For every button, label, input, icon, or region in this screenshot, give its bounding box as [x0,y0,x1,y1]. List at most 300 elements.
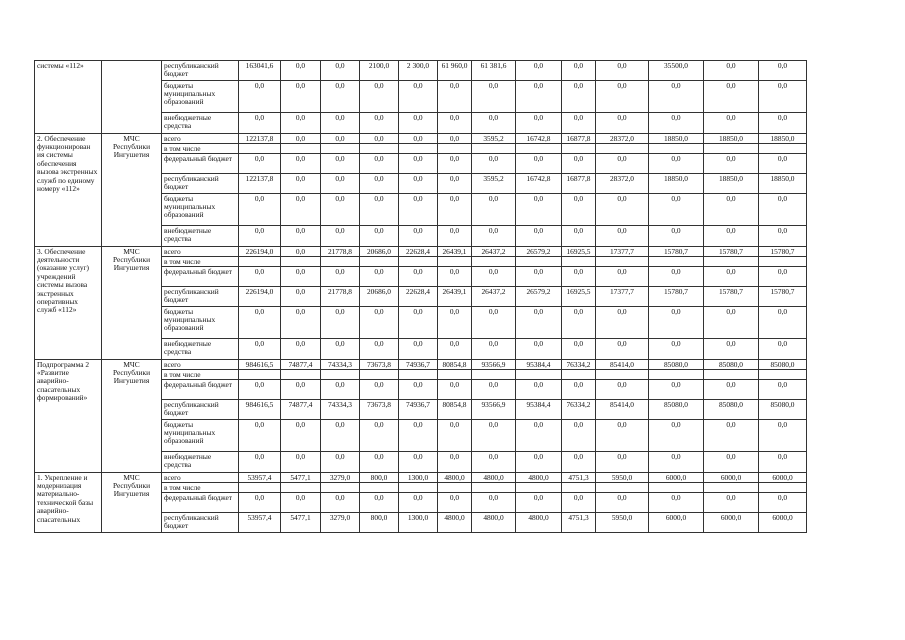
amount-cell [562,257,596,267]
amount-cell: 0,0 [399,307,438,339]
amount-cell: 0,0 [360,134,399,144]
amount-cell: 0,0 [649,420,704,452]
amount-cell: 0,0 [649,81,704,113]
funding-source-cell: федеральный бюджет [162,380,239,400]
amount-cell: 0,0 [281,452,321,473]
amount-cell: 16742,8 [516,174,562,194]
funding-source-cell: республиканский бюджет [162,287,239,307]
amount-cell: 17377,7 [596,287,649,307]
funding-source-cell: бюджеты муниципальных образований [162,81,239,113]
amount-cell: 0,0 [759,194,807,226]
amount-cell: 0,0 [281,154,321,174]
amount-cell: 0,0 [596,307,649,339]
amount-cell: 0,0 [516,154,562,174]
amount-cell [516,144,562,154]
table-row [35,360,807,370]
amount-cell: 2 300,0 [399,61,438,81]
amount-cell: 0,0 [596,81,649,113]
amount-cell: 0,0 [438,493,472,513]
funding-source-cell: республиканский бюджет [162,61,239,81]
amount-cell: 35500,0 [649,61,704,81]
amount-cell: 5477,1 [281,513,321,533]
amount-cell: 0,0 [399,154,438,174]
amount-cell: 20686,0 [360,247,399,257]
amount-cell: 0,0 [562,113,596,134]
amount-cell: 85080,0 [704,360,759,370]
amount-cell: 0,0 [399,493,438,513]
amount-cell [516,257,562,267]
table-body [35,61,807,533]
amount-cell: 0,0 [562,339,596,360]
amount-cell: 0,0 [399,113,438,134]
amount-cell: 15780,7 [704,247,759,257]
amount-cell: 0,0 [516,194,562,226]
amount-cell: 0,0 [321,307,360,339]
amount-cell: 0,0 [438,194,472,226]
amount-cell: 0,0 [472,113,516,134]
amount-cell: 16925,5 [562,287,596,307]
amount-cell: 16925,5 [562,247,596,257]
amount-cell: 16742,8 [516,134,562,144]
amount-cell [562,483,596,493]
amount-cell [438,483,472,493]
amount-cell: 0,0 [360,81,399,113]
amount-cell [321,144,360,154]
amount-cell: 0,0 [704,194,759,226]
amount-cell: 0,0 [399,81,438,113]
amount-cell [704,257,759,267]
amount-cell [399,144,438,154]
amount-cell: 0,0 [239,339,281,360]
amount-cell: 0,0 [399,194,438,226]
funding-source-cell: внебюджетные средства [162,339,239,360]
amount-cell: 0,0 [321,420,360,452]
amount-cell: 0,0 [649,452,704,473]
amount-cell: 0,0 [516,113,562,134]
amount-cell: 0,0 [649,194,704,226]
amount-cell: 0,0 [438,134,472,144]
amount-cell: 800,0 [360,513,399,533]
amount-cell [472,144,516,154]
amount-cell: 0,0 [649,226,704,247]
funding-source-cell: всего [162,360,239,370]
amount-cell: 0,0 [596,267,649,287]
amount-cell: 163041,6 [239,61,281,81]
amount-cell: 85080,0 [649,360,704,370]
amount-cell: 0,0 [704,380,759,400]
amount-cell: 0,0 [759,452,807,473]
amount-cell: 0,0 [281,113,321,134]
amount-cell: 0,0 [239,267,281,287]
amount-cell: 0,0 [360,194,399,226]
amount-cell: 0,0 [596,452,649,473]
amount-cell [472,370,516,380]
amount-cell: 0,0 [516,226,562,247]
amount-cell: 0,0 [281,307,321,339]
amount-cell: 0,0 [562,420,596,452]
amount-cell: 80854,8 [438,400,472,420]
amount-cell: 15780,7 [704,287,759,307]
amount-cell: 3279,0 [321,513,360,533]
amount-cell: 0,0 [704,267,759,287]
amount-cell: 4751,3 [562,513,596,533]
amount-cell [438,257,472,267]
amount-cell [759,483,807,493]
amount-cell: 0,0 [399,134,438,144]
amount-cell: 0,0 [321,194,360,226]
amount-cell: 0,0 [596,226,649,247]
amount-cell: 0,0 [649,154,704,174]
amount-cell: 0,0 [239,380,281,400]
amount-cell: 53957,4 [239,513,281,533]
amount-cell: 26437,2 [472,287,516,307]
amount-cell [759,370,807,380]
amount-cell: 74936,7 [399,360,438,370]
amount-cell: 0,0 [759,339,807,360]
amount-cell: 3595,2 [472,174,516,194]
amount-cell [704,483,759,493]
amount-cell: 18850,0 [759,134,807,144]
amount-cell: 0,0 [321,226,360,247]
amount-cell: 0,0 [360,339,399,360]
program-name-cell: 1. Укрепление и модернизация материально-технической базы аварийно-спасательных [35,473,102,533]
amount-cell: 18850,0 [649,134,704,144]
amount-cell: 0,0 [399,420,438,452]
amount-cell: 0,0 [704,452,759,473]
amount-cell: 1300,0 [399,513,438,533]
amount-cell: 6000,0 [649,513,704,533]
amount-cell [438,370,472,380]
amount-cell [704,144,759,154]
amount-cell: 18850,0 [704,134,759,144]
amount-cell [239,257,281,267]
amount-cell: 0,0 [516,493,562,513]
amount-cell [472,483,516,493]
amount-cell [360,483,399,493]
amount-cell: 74936,7 [399,400,438,420]
amount-cell: 0,0 [438,174,472,194]
amount-cell: 0,0 [596,339,649,360]
amount-cell [704,370,759,380]
amount-cell: 0,0 [281,61,321,81]
amount-cell: 0,0 [438,420,472,452]
amount-cell: 0,0 [360,452,399,473]
amount-cell: 73673,8 [360,360,399,370]
amount-cell: 74877,4 [281,400,321,420]
amount-cell [516,483,562,493]
amount-cell: 0,0 [360,493,399,513]
amount-cell: 0,0 [239,194,281,226]
amount-cell: 0,0 [239,452,281,473]
amount-cell: 0,0 [596,154,649,174]
executor-cell: МЧС Республики Ингушетия [102,473,162,533]
amount-cell: 0,0 [438,154,472,174]
amount-cell: 0,0 [759,420,807,452]
amount-cell: 53957,4 [239,473,281,483]
amount-cell: 0,0 [472,226,516,247]
amount-cell: 800,0 [360,473,399,483]
amount-cell: 4751,3 [562,473,596,483]
amount-cell: 0,0 [360,307,399,339]
amount-cell: 0,0 [399,380,438,400]
amount-cell: 76334,2 [562,400,596,420]
table-row [35,473,807,483]
amount-cell: 0,0 [759,267,807,287]
funding-source-cell: республиканский бюджет [162,400,239,420]
amount-cell: 0,0 [281,194,321,226]
amount-cell: 0,0 [562,493,596,513]
amount-cell: 0,0 [472,493,516,513]
amount-cell: 0,0 [321,452,360,473]
funding-source-cell: федеральный бюджет [162,267,239,287]
amount-cell: 20686,0 [360,287,399,307]
amount-cell: 122137,8 [239,174,281,194]
amount-cell: 6000,0 [704,473,759,483]
amount-cell: 0,0 [321,154,360,174]
amount-cell: 0,0 [472,452,516,473]
amount-cell: 0,0 [438,452,472,473]
amount-cell [562,370,596,380]
amount-cell: 0,0 [759,493,807,513]
amount-cell: 0,0 [759,81,807,113]
amount-cell: 4800,0 [472,513,516,533]
amount-cell [649,370,704,380]
amount-cell: 74334,3 [321,400,360,420]
amount-cell: 0,0 [562,61,596,81]
amount-cell: 0,0 [704,226,759,247]
amount-cell: 4800,0 [516,473,562,483]
amount-cell: 80854,8 [438,360,472,370]
amount-cell: 95384,4 [516,360,562,370]
amount-cell: 0,0 [472,267,516,287]
amount-cell: 5950,0 [596,513,649,533]
funding-source-cell: бюджеты муниципальных образований [162,307,239,339]
amount-cell [281,483,321,493]
amount-cell: 0,0 [516,420,562,452]
amount-cell: 0,0 [438,339,472,360]
amount-cell: 0,0 [399,226,438,247]
amount-cell: 0,0 [281,226,321,247]
amount-cell: 0,0 [321,113,360,134]
amount-cell: 28372,0 [596,174,649,194]
amount-cell: 0,0 [649,380,704,400]
amount-cell: 0,0 [562,307,596,339]
amount-cell: 0,0 [596,420,649,452]
amount-cell: 26439,1 [438,287,472,307]
amount-cell: 0,0 [281,420,321,452]
amount-cell: 0,0 [360,154,399,174]
amount-cell [321,257,360,267]
amount-cell: 0,0 [516,339,562,360]
amount-cell: 0,0 [281,134,321,144]
amount-cell: 85080,0 [704,400,759,420]
amount-cell: 0,0 [360,420,399,452]
amount-cell: 0,0 [438,307,472,339]
amount-cell: 0,0 [438,113,472,134]
amount-cell: 0,0 [562,267,596,287]
amount-cell: 0,0 [516,452,562,473]
amount-cell: 0,0 [281,493,321,513]
amount-cell: 0,0 [596,380,649,400]
amount-cell [438,144,472,154]
amount-cell: 18850,0 [759,174,807,194]
amount-cell: 0,0 [239,226,281,247]
amount-cell: 0,0 [649,493,704,513]
amount-cell: 0,0 [704,113,759,134]
amount-cell [239,370,281,380]
amount-cell: 16877,8 [562,134,596,144]
amount-cell: 0,0 [472,307,516,339]
amount-cell: 0,0 [562,194,596,226]
table-row [35,247,807,257]
amount-cell: 28372,0 [596,134,649,144]
amount-cell: 226194,0 [239,287,281,307]
amount-cell: 0,0 [516,61,562,81]
amount-cell [239,144,281,154]
amount-cell: 0,0 [704,81,759,113]
amount-cell: 0,0 [704,493,759,513]
amount-cell: 0,0 [649,339,704,360]
amount-cell: 3279,0 [321,473,360,483]
amount-cell [360,144,399,154]
amount-cell: 0,0 [472,81,516,113]
amount-cell: 226194,0 [239,247,281,257]
funding-source-cell: республиканский бюджет [162,513,239,533]
amount-cell: 0,0 [399,174,438,194]
program-name-cell: 3. Обеспечение деятельности (оказание услуг) учреждений системы вызова экстренных оперативных служб «112» [35,247,102,360]
amount-cell: 0,0 [472,154,516,174]
amount-cell: 93566,9 [472,360,516,370]
amount-cell: 6000,0 [649,473,704,483]
amount-cell: 16877,8 [562,174,596,194]
amount-cell: 85080,0 [759,400,807,420]
amount-cell: 0,0 [704,420,759,452]
amount-cell [596,483,649,493]
amount-cell: 5477,1 [281,473,321,483]
amount-cell: 0,0 [281,174,321,194]
amount-cell: 0,0 [321,267,360,287]
amount-cell: 0,0 [360,113,399,134]
amount-cell: 73673,8 [360,400,399,420]
funding-source-cell: республиканский бюджет [162,174,239,194]
table-row [35,61,807,81]
amount-cell: 0,0 [759,61,807,81]
amount-cell: 0,0 [321,81,360,113]
amount-cell [596,144,649,154]
amount-cell: 0,0 [281,380,321,400]
amount-cell: 0,0 [759,154,807,174]
amount-cell: 0,0 [239,420,281,452]
amount-cell: 26439,1 [438,247,472,257]
amount-cell: 15780,7 [649,287,704,307]
amount-cell: 4800,0 [438,473,472,483]
amount-cell: 5950,0 [596,473,649,483]
amount-cell: 0,0 [281,339,321,360]
amount-cell: 0,0 [321,380,360,400]
executor-cell: МЧС Республики Ингушетия [102,360,162,473]
amount-cell [399,483,438,493]
amount-cell: 2100,0 [360,61,399,81]
amount-cell [759,144,807,154]
amount-cell: 0,0 [321,61,360,81]
amount-cell: 0,0 [759,380,807,400]
funding-source-cell: внебюджетные средства [162,226,239,247]
amount-cell: 0,0 [516,380,562,400]
amount-cell: 0,0 [281,247,321,257]
amount-cell: 0,0 [438,267,472,287]
amount-cell [321,483,360,493]
amount-cell: 0,0 [399,452,438,473]
amount-cell: 0,0 [281,81,321,113]
amount-cell: 85414,0 [596,400,649,420]
program-name-cell: системы «112» [35,61,102,134]
amount-cell: 0,0 [704,61,759,81]
amount-cell: 1300,0 [399,473,438,483]
funding-source-cell: федеральный бюджет [162,154,239,174]
funding-source-cell: всего [162,134,239,144]
amount-cell: 85414,0 [596,360,649,370]
amount-cell: 0,0 [399,267,438,287]
amount-cell: 18850,0 [649,174,704,194]
amount-cell: 0,0 [472,420,516,452]
amount-cell [596,257,649,267]
amount-cell: 15780,7 [649,247,704,257]
amount-cell: 21778,8 [321,287,360,307]
amount-cell [759,257,807,267]
amount-cell: 15780,7 [759,247,807,257]
amount-cell: 0,0 [239,81,281,113]
amount-cell: 6000,0 [759,473,807,483]
amount-cell: 0,0 [472,339,516,360]
amount-cell: 26437,2 [472,247,516,257]
amount-cell: 984616,5 [239,360,281,370]
amount-cell [399,370,438,380]
amount-cell: 21778,8 [321,247,360,257]
amount-cell: 93566,9 [472,400,516,420]
funding-source-cell: всего [162,473,239,483]
amount-cell [281,144,321,154]
amount-cell: 0,0 [360,267,399,287]
amount-cell [360,370,399,380]
amount-cell: 22628,4 [399,247,438,257]
amount-cell [321,370,360,380]
amount-cell: 0,0 [516,81,562,113]
program-name-cell: Подпрограмма 2 «Развитие аварийно-спасательных формирований» [35,360,102,473]
amount-cell: 4800,0 [516,513,562,533]
amount-cell: 3595,2 [472,134,516,144]
amount-cell: 26579,2 [516,247,562,257]
amount-cell [562,144,596,154]
amount-cell: 74877,4 [281,360,321,370]
amount-cell: 0,0 [239,154,281,174]
amount-cell: 85080,0 [649,400,704,420]
amount-cell: 0,0 [360,380,399,400]
amount-cell: 0,0 [596,194,649,226]
funding-source-cell: бюджеты муниципальных образований [162,420,239,452]
amount-cell: 17377,7 [596,247,649,257]
amount-cell: 0,0 [321,339,360,360]
amount-cell [281,257,321,267]
amount-cell: 6000,0 [759,513,807,533]
amount-cell: 0,0 [562,226,596,247]
executor-cell: МЧС Республики Ингушетия [102,247,162,360]
amount-cell [399,257,438,267]
amount-cell: 0,0 [399,339,438,360]
amount-cell: 0,0 [649,113,704,134]
amount-cell: 0,0 [704,307,759,339]
amount-cell: 0,0 [438,380,472,400]
executor-cell [102,61,162,134]
